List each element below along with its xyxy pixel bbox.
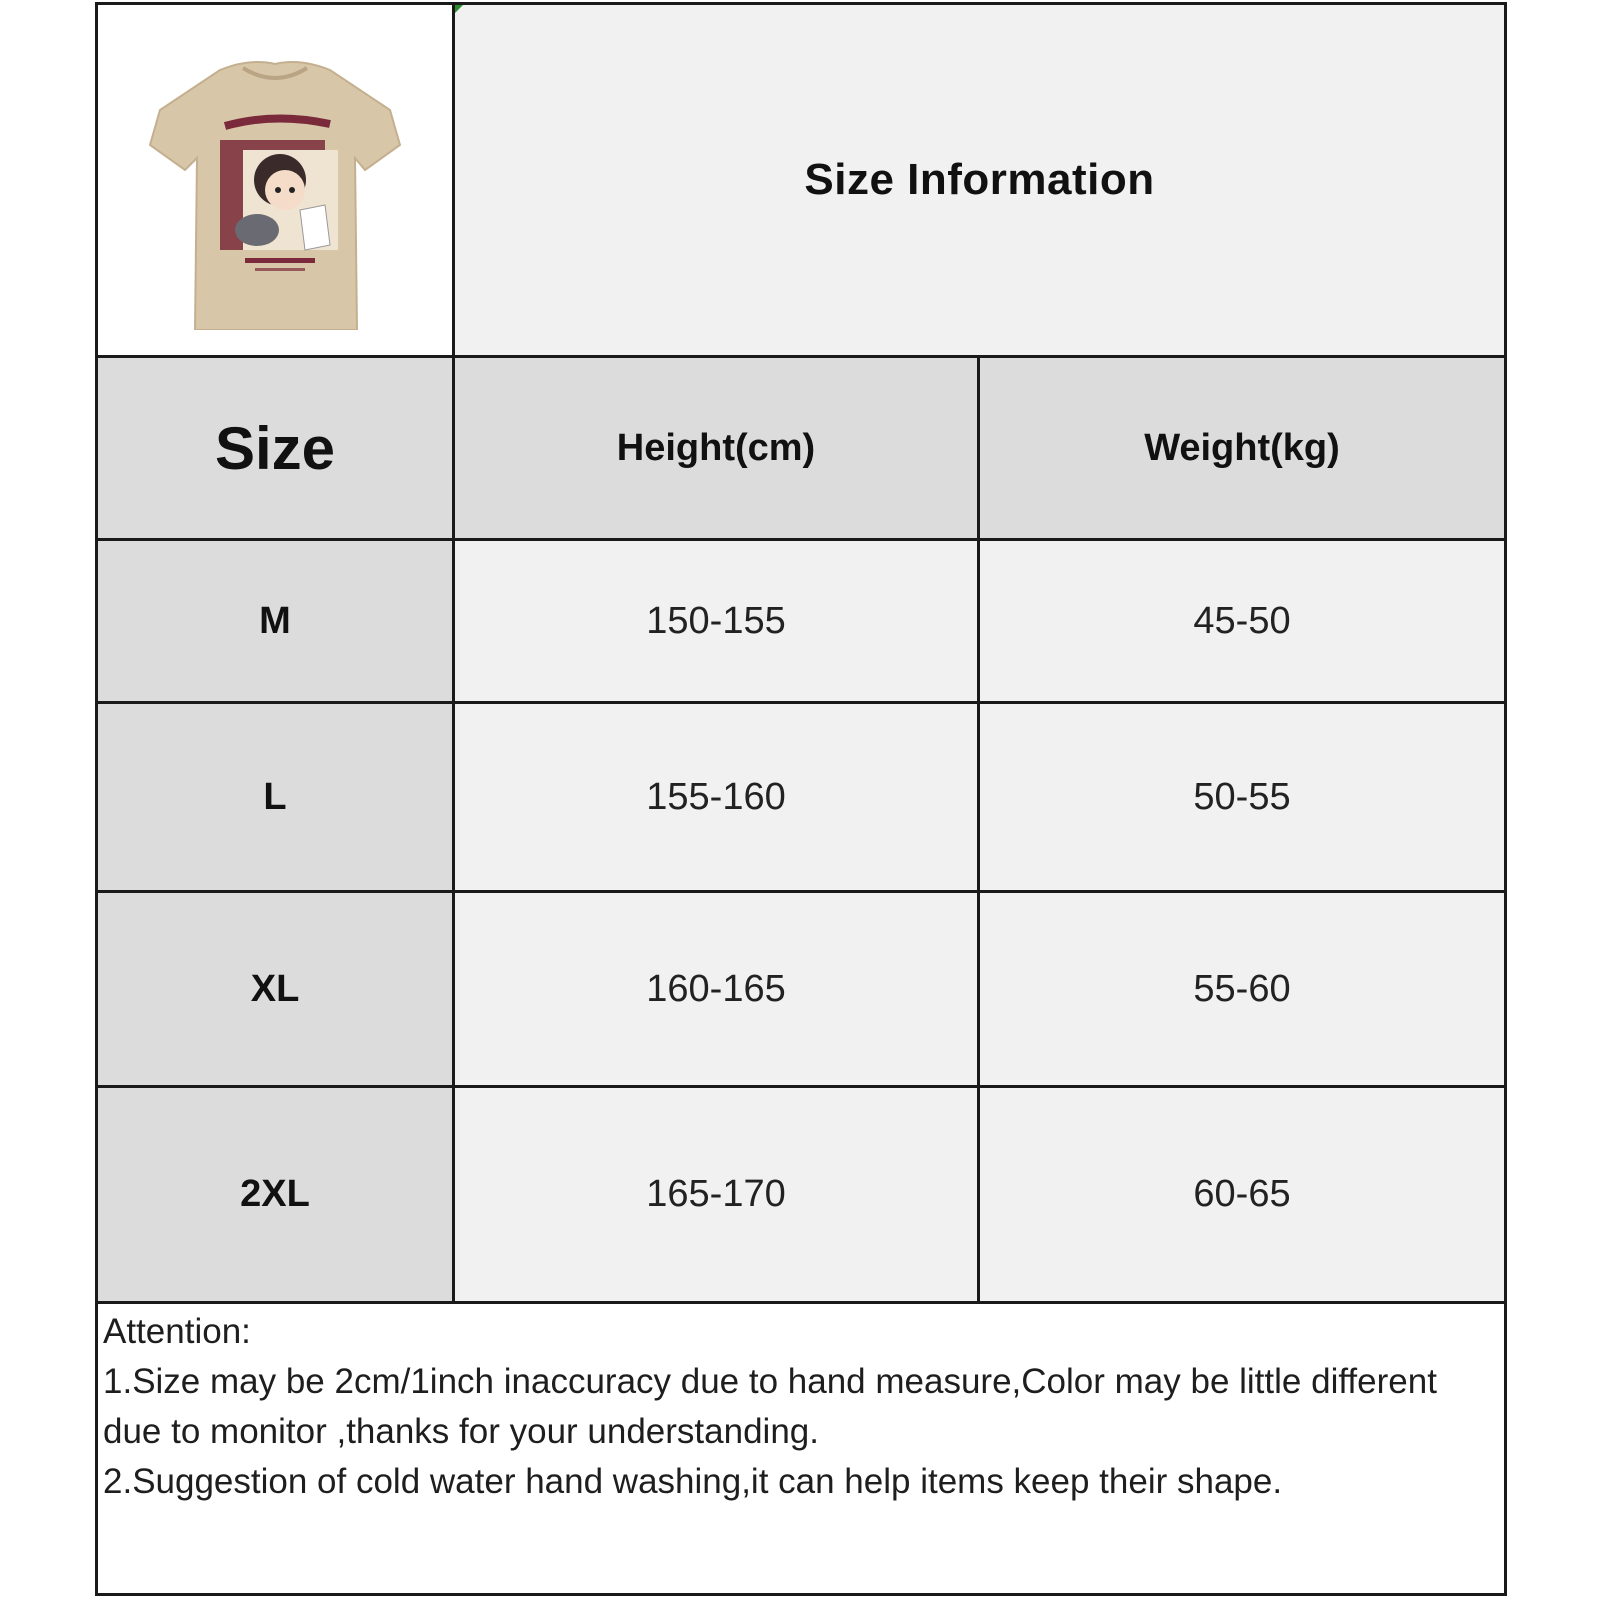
table-divider (98, 355, 1504, 358)
table-row-size (98, 541, 452, 701)
weight-column-header: Weight(kg) (1144, 426, 1340, 469)
size-label: L (263, 775, 287, 818)
table-divider (98, 890, 1504, 893)
table-row-height (455, 541, 977, 701)
size-label: M (259, 599, 291, 642)
title-cell (455, 5, 1504, 355)
height-value: 150-155 (646, 599, 786, 642)
table-row-size (98, 704, 452, 890)
notes-line-1: 1.Size may be 2cm/1inch inaccuracy due to hand measure,Color may be little different due to monitor ,thanks for your understanding. (103, 1362, 1437, 1451)
header-size (98, 358, 452, 538)
table-divider (977, 358, 980, 1301)
height-value: 155-160 (646, 775, 786, 818)
table-row-height (455, 893, 977, 1085)
table-divider (98, 701, 1504, 704)
size-chart (95, 2, 1507, 1596)
table-row-height (455, 704, 977, 890)
notes-line-2: 2.Suggestion of cold water hand washing,it can help items keep their shape. (103, 1462, 1283, 1501)
table-row-weight (980, 541, 1504, 701)
table-row-weight (980, 704, 1504, 890)
height-value: 160-165 (646, 967, 786, 1010)
tshirt-image (125, 30, 425, 330)
weight-value: 45-50 (1193, 599, 1291, 642)
header-weight (980, 358, 1504, 538)
notes-heading: Attention: (103, 1312, 251, 1351)
table-divider (98, 538, 1504, 541)
header-height (455, 358, 977, 538)
table-row-weight (980, 893, 1504, 1085)
height-value: 165-170 (646, 1173, 786, 1215)
table-divider (98, 1301, 1504, 1304)
table-row-size (98, 893, 452, 1085)
size-column-header: Size (214, 414, 336, 482)
table-row-weight (980, 1088, 1504, 1301)
weight-value: 50-55 (1193, 775, 1291, 818)
table-divider (452, 5, 455, 1301)
page-title: Size Information (804, 155, 1155, 204)
weight-value: 55-60 (1193, 967, 1291, 1010)
height-column-header: Height(cm) (616, 426, 816, 469)
table-divider (98, 1085, 1504, 1088)
size-label: 2XL (240, 1173, 310, 1215)
table-row-size (98, 1088, 452, 1301)
weight-value: 60-65 (1193, 1173, 1291, 1215)
product-image-cell (98, 5, 452, 355)
size-table (98, 5, 1504, 1301)
table-row-height (455, 1088, 977, 1301)
attention-notes (103, 1307, 1498, 1507)
size-label: XL (250, 967, 300, 1010)
